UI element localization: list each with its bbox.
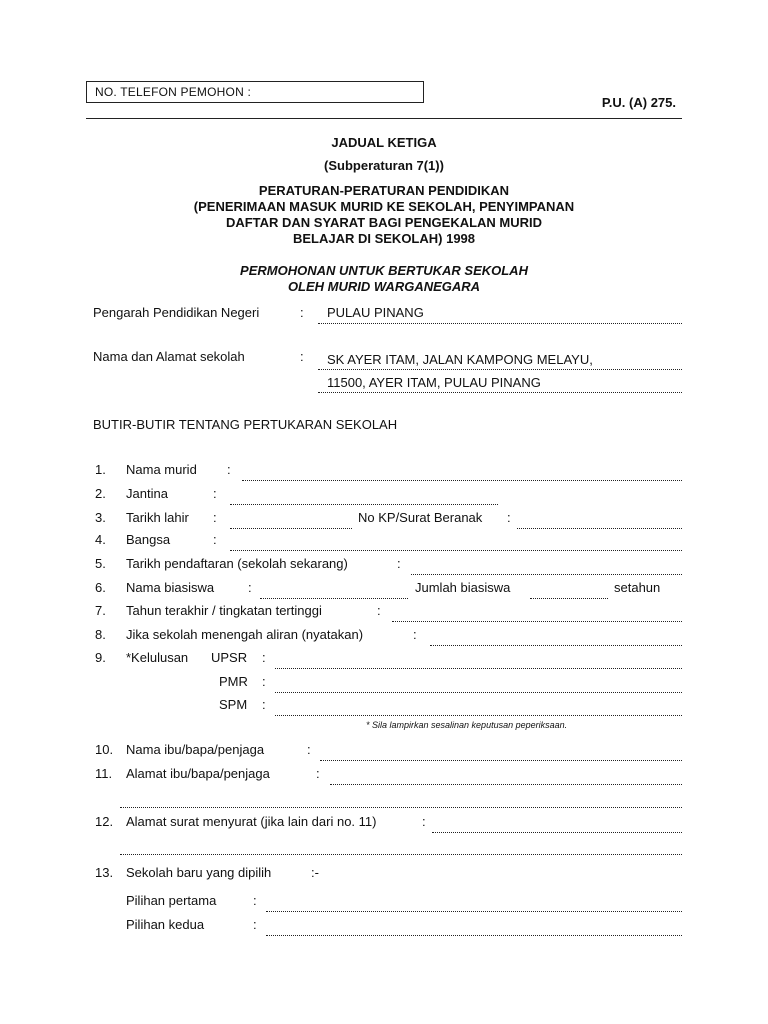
scholarship-name-colon: : xyxy=(248,580,252,595)
first-choice-field[interactable] xyxy=(266,911,682,912)
regulation-line-3: DAFTAR DAN SYARAT BAGI PENGEKALAN MURID xyxy=(225,215,543,230)
spm-field[interactable] xyxy=(275,715,682,716)
parent-name-field[interactable] xyxy=(320,760,682,761)
school-line-2 xyxy=(318,392,682,393)
regulation-line-4: BELAJAR DI SEKOLAH) 1998 xyxy=(292,231,476,246)
application-title-2: OLEH MURID WARGANEGARA xyxy=(287,279,481,294)
second-choice-field[interactable] xyxy=(266,935,682,936)
upsr-colon: : xyxy=(262,650,266,665)
item-number-9: 9. xyxy=(95,650,106,665)
parent-name-label: Nama ibu/bapa/penjaga xyxy=(126,742,265,757)
school-label: Nama dan Alamat sekolah xyxy=(93,349,245,364)
subregulation: (Subperaturan 7(1)) xyxy=(324,158,444,173)
director-value[interactable]: PULAU PINANG xyxy=(327,305,424,320)
application-title-1: PERMOHONAN UNTUK BERTUKAR SEKOLAH xyxy=(240,263,528,278)
results-note: * Sila lampirkan sesalinan keputusan peperiksaan. xyxy=(366,720,568,730)
race-label: Bangsa xyxy=(126,532,171,547)
race-field[interactable] xyxy=(230,550,682,551)
second-choice-colon: : xyxy=(253,917,257,932)
registration-date-field[interactable] xyxy=(411,574,682,575)
parent-address-label: Alamat ibu/bapa/penjaga xyxy=(126,766,270,781)
regulation-line-2: (PENERIMAAN MASUK MURID KE SEKOLAH, PENYIMPANAN xyxy=(193,199,575,214)
item-number-3: 3. xyxy=(95,510,106,525)
item-number-2: 2. xyxy=(95,486,106,501)
item-number-8: 8. xyxy=(95,627,106,642)
parent-address-field-1[interactable] xyxy=(330,784,682,785)
first-choice-colon: : xyxy=(253,893,257,908)
pmr-label: PMR xyxy=(219,674,248,689)
item-number-7: 7. xyxy=(95,603,106,618)
ic-number-field[interactable] xyxy=(517,528,682,529)
parent-address-colon: : xyxy=(316,766,320,781)
last-year-field[interactable] xyxy=(392,621,682,622)
race-colon: : xyxy=(213,532,217,547)
registration-date-colon: : xyxy=(397,556,401,571)
qualification-label: *Kelulusan xyxy=(126,650,189,665)
new-school-label: Sekolah baru yang dipilih xyxy=(126,865,272,880)
per-year-label: setahun xyxy=(614,580,661,595)
gender-colon: : xyxy=(213,486,217,501)
pu-reference: P.U. (A) 275. xyxy=(601,95,676,110)
new-school-colon: :- xyxy=(311,865,319,880)
ic-number-label: No KP/Surat Beranak xyxy=(358,510,483,525)
last-year-colon: : xyxy=(377,603,381,618)
director-label: Pengarah Pendidikan Negeri xyxy=(93,305,260,320)
director-colon: : xyxy=(300,305,304,320)
stream-label: Jika sekolah menengah aliran (nyatakan) xyxy=(126,627,364,642)
item-number-4: 4. xyxy=(95,532,106,547)
pmr-colon: : xyxy=(262,674,266,689)
mailing-address-field-1[interactable] xyxy=(432,832,682,833)
school-line-1 xyxy=(318,369,682,370)
upsr-label: UPSR xyxy=(211,650,248,665)
regulation-line-1: PERATURAN-PERATURAN PENDIDIKAN xyxy=(258,183,510,198)
scholarship-name-field[interactable] xyxy=(260,598,408,599)
second-choice-label: Pilihan kedua xyxy=(126,917,205,932)
spm-colon: : xyxy=(262,697,266,712)
gender-field[interactable] xyxy=(230,504,498,505)
student-name-colon: : xyxy=(227,462,231,477)
parent-address-field-2[interactable] xyxy=(120,807,682,808)
section-heading: BUTIR-BUTIR TENTANG PERTUKARAN SEKOLAH xyxy=(93,417,398,432)
parent-name-colon: : xyxy=(307,742,311,757)
phone-label: NO. TELEFON PEMOHON : xyxy=(95,85,251,99)
registration-date-label: Tarikh pendaftaran (sekolah sekarang) xyxy=(126,556,348,571)
item-number-12: 12. xyxy=(95,814,114,829)
student-name-field[interactable] xyxy=(242,480,682,481)
item-number-5: 5. xyxy=(95,556,106,571)
spm-label: SPM xyxy=(219,697,248,712)
scholarship-amount-label: Jumlah biasiswa xyxy=(415,580,511,595)
item-number-10: 10. xyxy=(95,742,114,757)
birth-date-field[interactable] xyxy=(230,528,352,529)
last-year-label: Tahun terakhir / tingkatan tertinggi xyxy=(126,603,322,618)
stream-field[interactable] xyxy=(430,645,682,646)
mailing-address-label: Alamat surat menyurat (jika lain dari no. 11) xyxy=(126,814,377,829)
item-number-11: 11. xyxy=(95,766,113,781)
stream-colon: : xyxy=(413,627,417,642)
item-number-1: 1. xyxy=(95,462,106,477)
phone-number-box[interactable] xyxy=(86,81,424,103)
ic-number-colon: : xyxy=(507,510,511,525)
schedule-title: JADUAL KETIGA xyxy=(331,135,437,150)
first-choice-label: Pilihan pertama xyxy=(126,893,217,908)
upsr-field[interactable] xyxy=(275,668,682,669)
gender-label: Jantina xyxy=(126,486,168,501)
mailing-address-colon: : xyxy=(422,814,426,829)
school-value-line-2[interactable]: 11500, AYER ITAM, PULAU PINANG xyxy=(327,375,541,390)
item-number-13: 13. xyxy=(95,865,114,880)
birth-date-colon: : xyxy=(213,510,217,525)
school-value-line-1[interactable]: SK AYER ITAM, JALAN KAMPONG MELAYU, xyxy=(327,352,593,367)
director-line xyxy=(318,323,682,324)
birth-date-label: Tarikh lahir xyxy=(126,510,189,525)
student-name-label: Nama murid xyxy=(126,462,197,477)
scholarship-name-label: Nama biasiswa xyxy=(126,580,215,595)
school-colon: : xyxy=(300,349,304,364)
scholarship-amount-field[interactable] xyxy=(530,598,608,599)
item-number-6: 6. xyxy=(95,580,106,595)
pmr-field[interactable] xyxy=(275,692,682,693)
header-divider xyxy=(86,118,682,119)
mailing-address-field-2[interactable] xyxy=(120,854,682,855)
